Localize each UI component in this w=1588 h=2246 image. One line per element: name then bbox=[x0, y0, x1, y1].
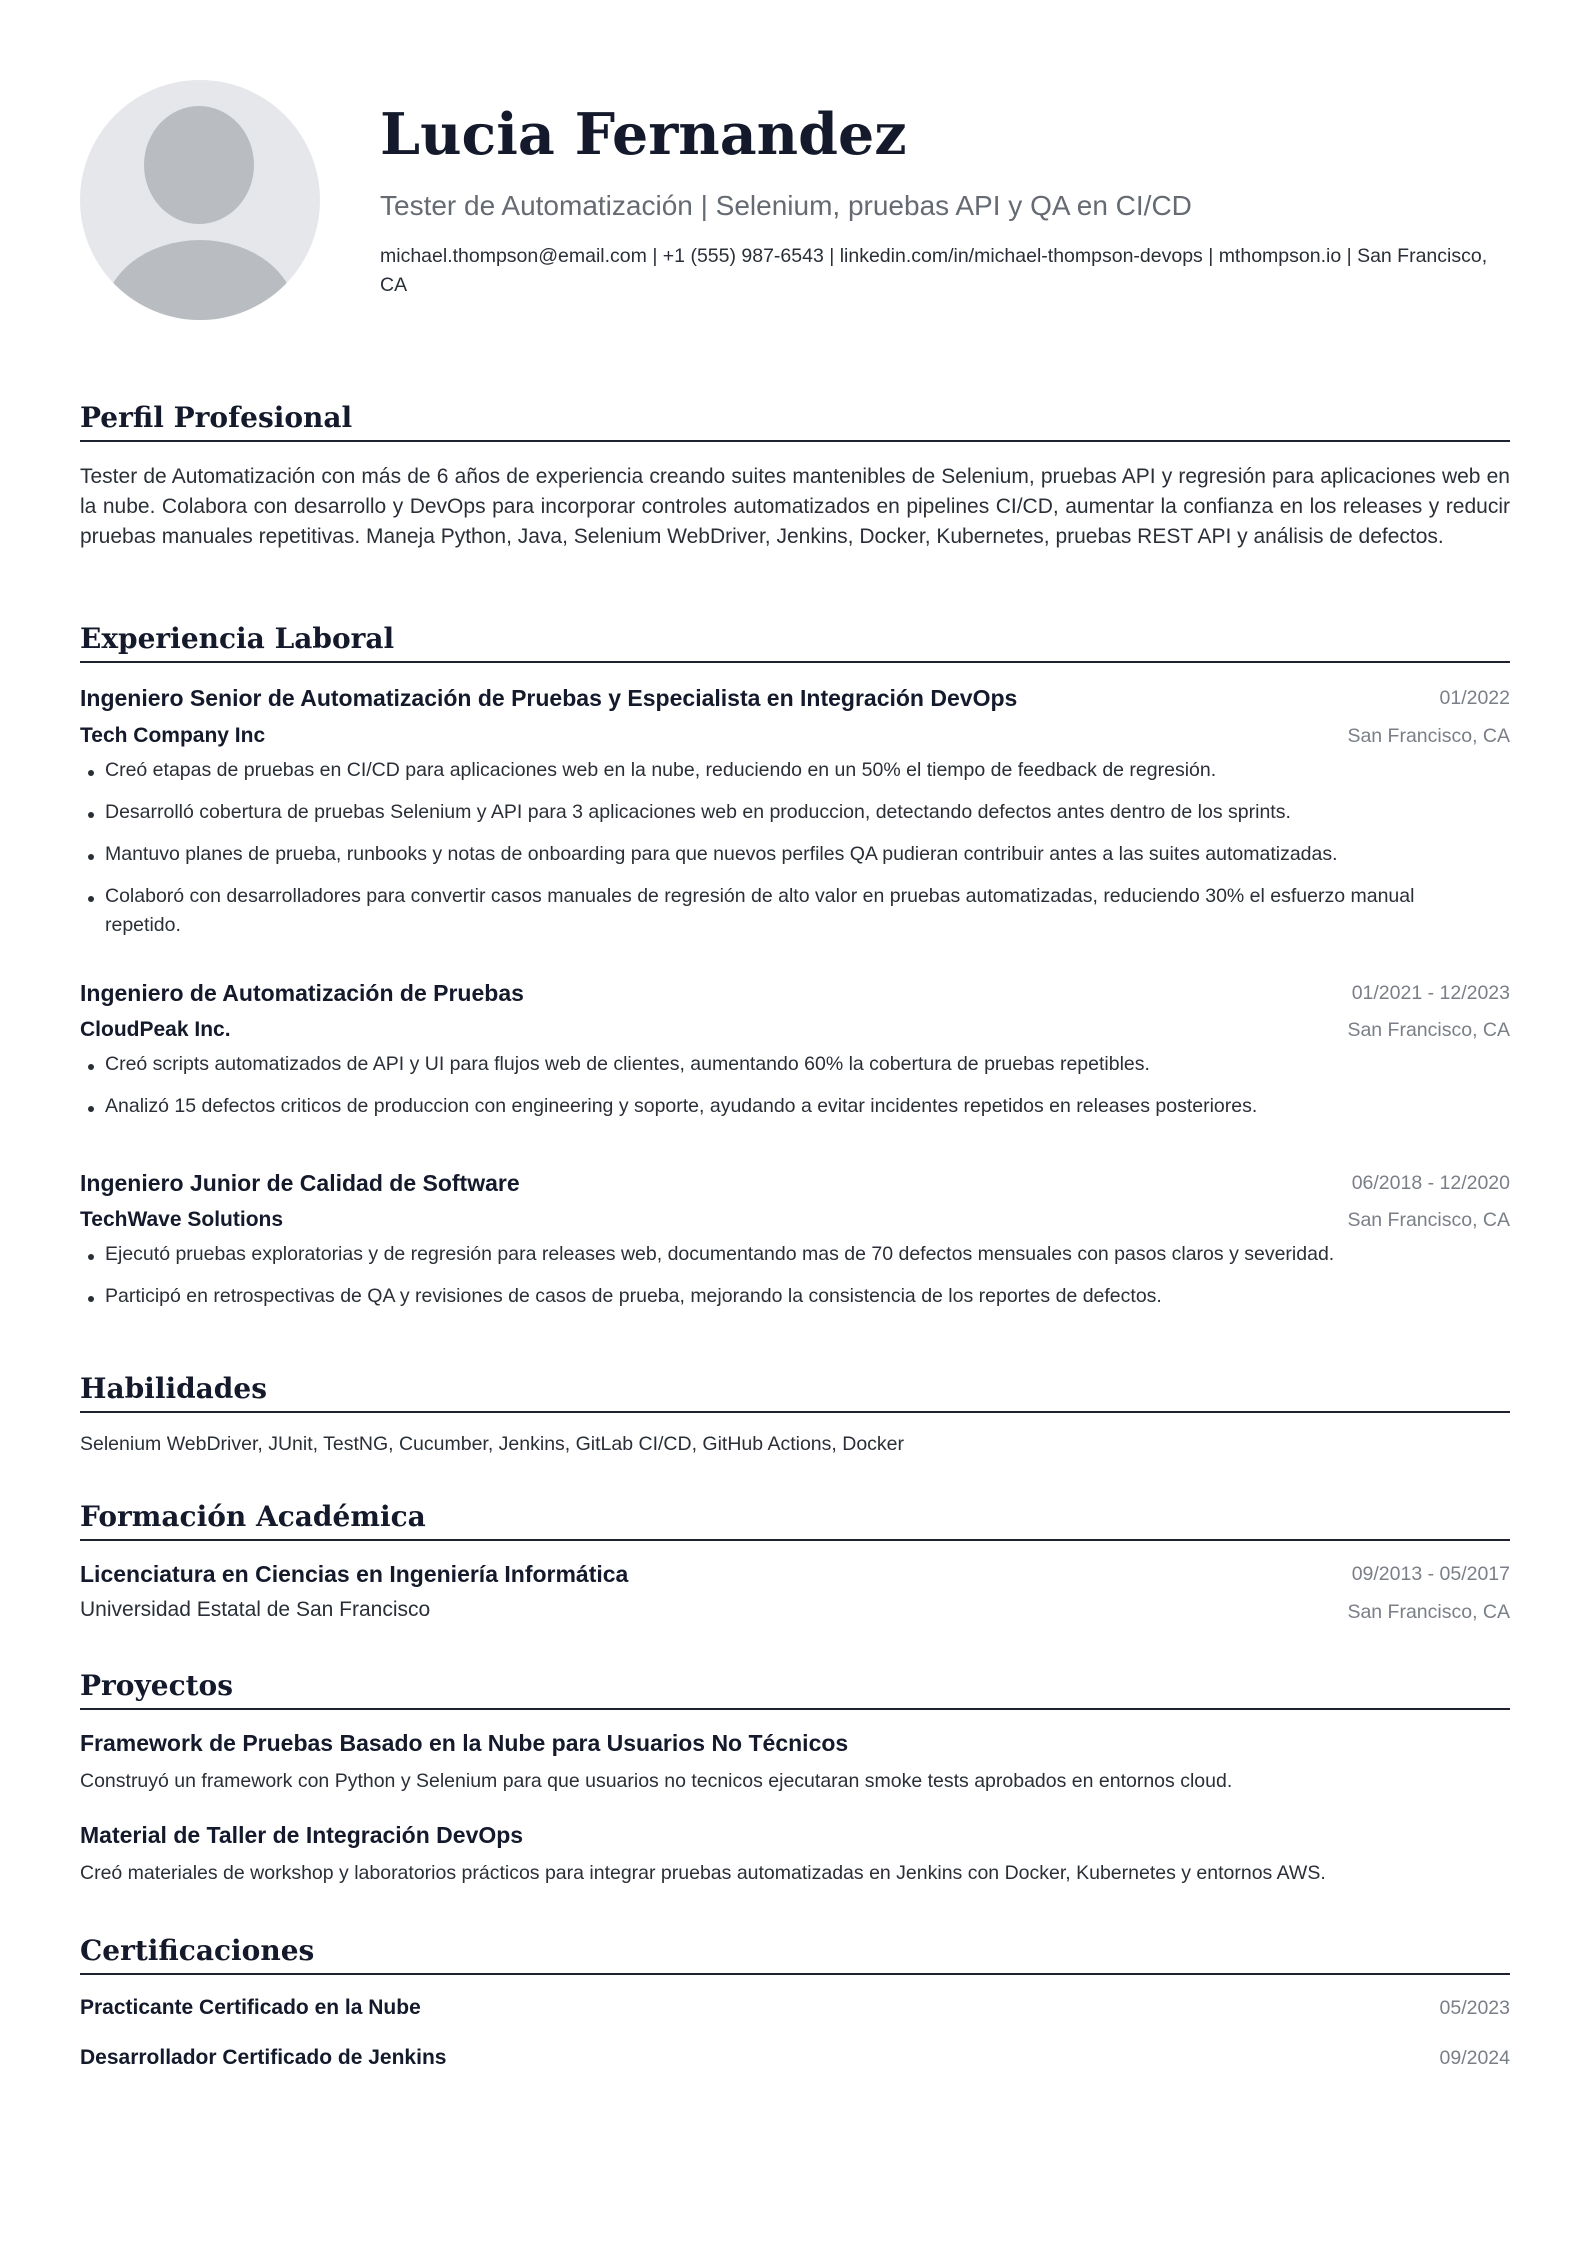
avatar bbox=[80, 80, 320, 320]
job-title: Ingeniero Junior de Calidad de Software bbox=[80, 1170, 520, 1196]
project-description: Creó materiales de workshop y laboratorios prácticos para integrar pruebas automatizadas en Jenkins con Docker, Kubernetes y entornos AWS. bbox=[80, 1862, 1326, 1884]
job-bullets bbox=[80, 1240, 1510, 1324]
section-title-experience: Experiencia Laboral bbox=[80, 621, 1510, 663]
job-company: CloudPeak Inc. bbox=[80, 1018, 231, 1041]
job-bullet: Participó en retrospectivas de QA y revisiones de casos de prueba, mejorando la consistencia de los reportes de defectos. bbox=[80, 1282, 1475, 1311]
job-date: 01/2021 - 12/2023 bbox=[1351, 982, 1510, 1004]
project-title: Framework de Pruebas Basado en la Nube para Usuarios No Técnicos bbox=[80, 1730, 849, 1756]
section-title-summary: Perfil Profesional bbox=[80, 400, 1510, 442]
job-bullet: Analizó 15 defectos criticos de produccion con engineering y soporte, ayudando a evitar incidentes repetidos en releases posteriores. bbox=[80, 1092, 1475, 1121]
job-company: Tech Company Inc bbox=[80, 724, 266, 747]
certification-date: 09/2024 bbox=[1439, 2047, 1510, 2069]
contact-info: michael.thompson@email.com | +1 (555) 987-6543 | linkedin.com/in/michael-thompson-devops | mthompson.io | San Francisco, CA bbox=[380, 245, 1488, 296]
job-bullets bbox=[80, 1050, 1510, 1134]
certification-title: Desarrollador Certificado de Jenkins bbox=[80, 2046, 447, 2069]
job-location: San Francisco, CA bbox=[1347, 725, 1510, 747]
job-title: Ingeniero de Automatización de Pruebas bbox=[80, 980, 524, 1006]
section-title-skills: Habilidades bbox=[80, 1371, 1510, 1413]
job-company: TechWave Solutions bbox=[80, 1208, 284, 1231]
candidate-name: Lucia Fernandez bbox=[380, 101, 907, 168]
education-location: San Francisco, CA bbox=[1347, 1601, 1510, 1623]
job-location: San Francisco, CA bbox=[1347, 1209, 1510, 1231]
job-bullet: Creó etapas de pruebas en CI/CD para aplicaciones web en la nube, reduciendo en un 50% el tiempo de feedback de regresión. bbox=[80, 756, 1475, 785]
education-date: 09/2013 - 05/2017 bbox=[1351, 1563, 1510, 1585]
certification-date: 05/2023 bbox=[1439, 1997, 1510, 2019]
job-bullets bbox=[80, 756, 1510, 953]
job-bullet: Colaboró con desarrolladores para convertir casos manuales de regresión de alto valor en pruebas automatizadas, reduciendo 30% el esfuerzo manual repetido. bbox=[80, 882, 1475, 940]
project-description: Construyó un framework con Python y Selenium para que usuarios no tecnicos ejecutaran smoke tests aprobados en entornos cloud. bbox=[80, 1770, 1233, 1792]
education-school: Universidad Estatal de San Francisco bbox=[80, 1598, 431, 1621]
education-degree: Licenciatura en Ciencias en Ingeniería Informática bbox=[80, 1561, 629, 1587]
job-bullet: Ejecutó pruebas exploratorias y de regresión para releases web, documentando mas de 70 defectos mensuales con pasos claros y severidad. bbox=[80, 1240, 1475, 1269]
section-title-education: Formación Académica bbox=[80, 1499, 1510, 1541]
job-location: San Francisco, CA bbox=[1347, 1019, 1510, 1041]
job-bullet: Mantuvo planes de prueba, runbooks y notas de onboarding para que nuevos perfiles QA pudieran contribuir antes a las suites automatizadas. bbox=[80, 840, 1475, 869]
job-title: Ingeniero Senior de Automatización de Pruebas y Especialista en Integración DevOps bbox=[80, 685, 1018, 711]
certification-title: Practicante Certificado en la Nube bbox=[80, 1996, 421, 2019]
candidate-headline: Tester de Automatización | Selenium, pruebas API y QA en CI/CD bbox=[380, 190, 1192, 221]
avatar-head-shape bbox=[144, 106, 254, 224]
job-bullet: Desarrolló cobertura de pruebas Selenium y API para 3 aplicaciones web en produccion, detectando defectos antes dentro de los sprints. bbox=[80, 798, 1475, 827]
job-date: 06/2018 - 12/2020 bbox=[1351, 1172, 1510, 1194]
job-bullet: Creó scripts automatizados de API y UI para flujos web de clientes, aumentando 60% la cobertura de pruebas repetibles. bbox=[80, 1050, 1475, 1079]
job-date: 01/2022 bbox=[1439, 687, 1510, 709]
summary-text: Tester de Automatización con más de 6 años de experiencia creando suites mantenibles de Selenium, pruebas API y regresión para aplicaciones web en la nube. Colabora con desarrollo y DevOps para incorporar controles automatizados en pipelines CI/CD, aumentar la confianza en los releases y reducir pruebas manuales repetitivas. Maneja Python, Java, Selenium WebDriver, Jenkins, Docker, Kubernetes, pruebas REST API y análisis de defectos. bbox=[80, 465, 1510, 548]
avatar-body-shape bbox=[104, 240, 296, 320]
project-title: Material de Taller de Integración DevOps bbox=[80, 1822, 524, 1848]
skills-list: Selenium WebDriver, JUnit, TestNG, Cucumber, Jenkins, GitLab CI/CD, GitHub Actions, Docker bbox=[80, 1433, 904, 1455]
resume-header bbox=[80, 80, 1510, 320]
section-title-certifications: Certificaciones bbox=[80, 1933, 1510, 1975]
section-title-projects: Proyectos bbox=[80, 1668, 1510, 1710]
